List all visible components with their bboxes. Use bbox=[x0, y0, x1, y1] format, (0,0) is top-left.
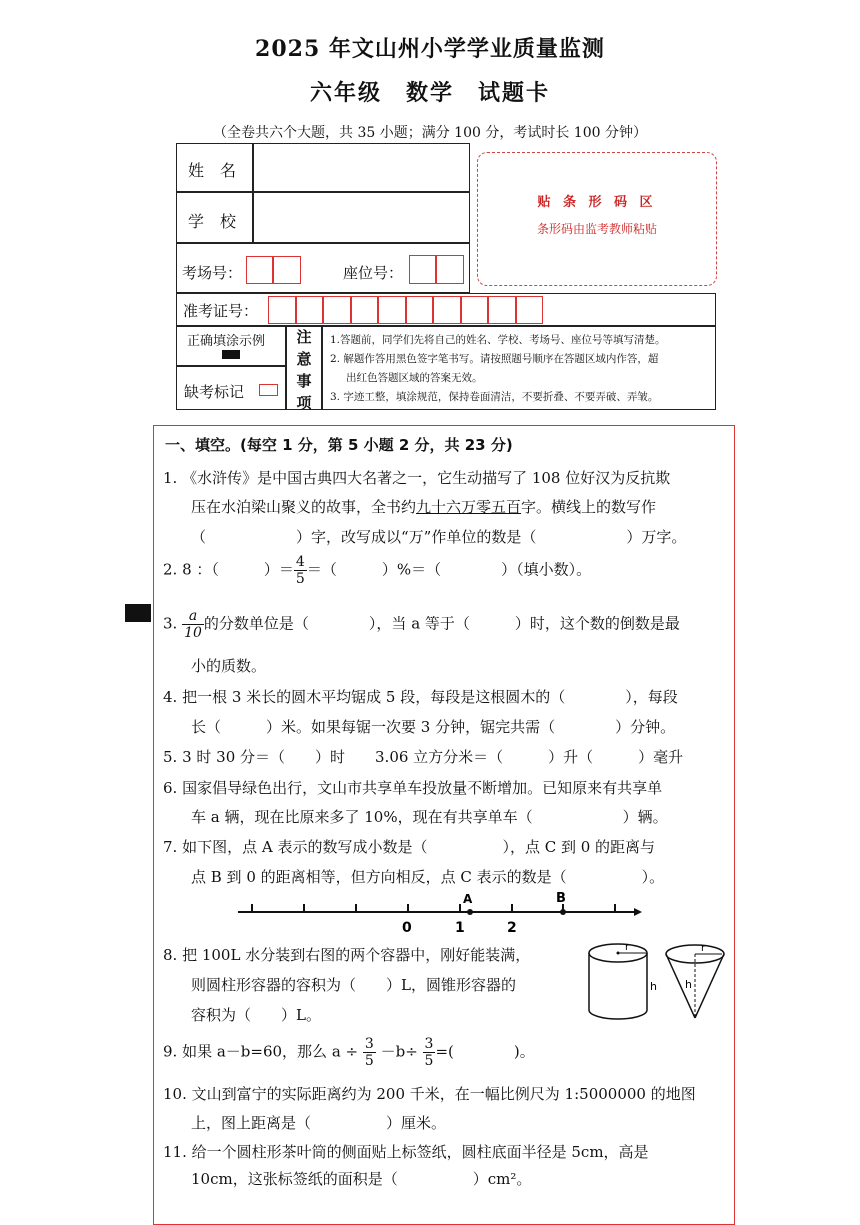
exam-id-digit-box[interactable] bbox=[323, 296, 351, 324]
barcode-area bbox=[477, 152, 717, 286]
exam-id-boxes bbox=[268, 296, 544, 324]
label-a: A bbox=[463, 892, 473, 906]
notice-title: 注 意 事 项 bbox=[296, 328, 312, 412]
question-5: 5. 3 时 30 分＝（ ）时 3.06 立方分米＝（ ）升（ ）毫升 bbox=[163, 748, 684, 766]
point-a bbox=[467, 909, 473, 915]
school-field[interactable] bbox=[253, 192, 468, 240]
barcode-title: 贴 条 形 码 区 bbox=[537, 195, 657, 210]
question-3: 3. $\frac{a}{10}$ 的分数单位是（ ），当 a 等于（ ）时，这个数的倒数是最 bbox=[163, 608, 680, 641]
exam-id-digit-box[interactable] bbox=[433, 296, 461, 324]
cone-figure bbox=[666, 943, 724, 1018]
absent-checkbox[interactable] bbox=[259, 384, 278, 396]
question-4-line-2: 长（ ）米。如果每锯一次要 3 分钟，锯完共需（ ）分钟。 bbox=[191, 718, 676, 736]
exam-id-digit-box[interactable] bbox=[378, 296, 406, 324]
question-9: 9. 如果 a－b=60，那么 a ÷ $\frac{3}{5}$ －b÷ $\frac{3}{5}$ =( )。 bbox=[163, 1036, 535, 1069]
notice-item: 出红色答题区域的答案无效。 bbox=[346, 372, 483, 384]
room-digit-box[interactable] bbox=[273, 256, 301, 284]
fill-example-label: 正确填涂示例 bbox=[187, 334, 266, 349]
question-4-line-1: 4. 把一根 3 米长的圆木平均锯成 5 段，每段是这根圆木的（ ），每段 bbox=[163, 688, 678, 706]
name-label: 姓 名 bbox=[188, 161, 237, 180]
exam-note: （全卷共六个大题，共 35 小题；满分 100 分，考试时长 100 分钟） bbox=[213, 125, 647, 141]
exam-title: 2025 年文山州小学学业质量监测 bbox=[255, 36, 605, 62]
question-8-line-1: 8. 把 100L 水分装到右图的两个容器中，刚好能装满， bbox=[163, 946, 531, 964]
alignment-mark bbox=[125, 604, 151, 622]
seat-digit-box[interactable] bbox=[436, 255, 464, 284]
svg-text:r: r bbox=[625, 942, 630, 953]
notice-item: 2. 解题作答用黑色签字笔书写。请按照题号顺序在答题区域内作答，超 bbox=[330, 353, 659, 365]
school-label: 学 校 bbox=[188, 212, 237, 231]
notice-item: 3. 字迹工整，填涂规范，保持卷面清洁，不要折叠、不要弄破、弄皱。 bbox=[330, 391, 659, 403]
question-2: 2. 8 ：（ ）＝ $\frac{4}{5}$ ＝（ ）%＝（ ）（填小数）。 bbox=[163, 554, 592, 587]
question-1-line-3: （ ）字，改写成以“万”作单位的数是（ ）万字。 bbox=[191, 528, 687, 546]
number-line bbox=[230, 888, 650, 938]
barcode-hint: 条形码由监考教师粘贴 bbox=[536, 222, 657, 236]
room-label: 考场号： bbox=[182, 264, 243, 282]
question-8-line-2: 则圆柱形容器的容积为（ ）L，圆锥形容器的 bbox=[191, 976, 516, 994]
exam-id-digit-box[interactable] bbox=[406, 296, 434, 324]
question-3-line-2: 小的质数。 bbox=[191, 657, 267, 675]
label-b: B bbox=[556, 891, 566, 906]
svg-text:h: h bbox=[650, 980, 657, 993]
exam-id-digit-box[interactable] bbox=[516, 296, 544, 324]
question-11-line-1: 11. 给一个圆柱形茶叶筒的侧面贴上标签纸，圆柱底面半径是 5cm，高是 bbox=[163, 1143, 649, 1161]
question-7-line-1: 7. 如下图，点 A 表示的数写成小数是（ ），点 C 到 0 的距离与 bbox=[163, 838, 656, 856]
cylinder-figure bbox=[589, 942, 657, 1019]
fraction: $\frac{3}{5}$ bbox=[364, 1036, 374, 1069]
label-2: 2 bbox=[507, 920, 517, 936]
seat-digit-box[interactable] bbox=[409, 255, 436, 284]
label-1: 1 bbox=[455, 920, 465, 936]
question-6-line-1: 6. 国家倡导绿色出行，文山市共享单车投放量不断增加。已知原来有共享单 bbox=[163, 779, 663, 797]
exam-id-digit-box[interactable] bbox=[461, 296, 489, 324]
absent-label: 缺考标记 bbox=[184, 383, 245, 401]
question-8-line-3: 容积为（ ）L。 bbox=[191, 1006, 321, 1024]
question-1-line-1: 1. 《水浒传》是中国古典四大名著之一，它生动描写了 108 位好汉为反抗欺 bbox=[163, 469, 671, 487]
question-11-line-2: 10cm，这张标签纸的面积是（ ）cm²。 bbox=[191, 1170, 532, 1188]
exam-id-digit-box[interactable] bbox=[268, 296, 296, 324]
question-10-line-1: 10. 文山到富宁的实际距离约为 200 千米，在一幅比例尺为 1:5000000 的地图 bbox=[163, 1085, 696, 1103]
question-6-line-2: 车 a 辆，现在比原来多了 10%，现在有共享单车（ ）辆。 bbox=[191, 808, 668, 826]
fraction: $\frac{3}{5}$ bbox=[424, 1036, 434, 1069]
number-line-arrow bbox=[634, 908, 642, 916]
room-digit-box[interactable] bbox=[246, 256, 273, 284]
exam-id-digit-box[interactable] bbox=[488, 296, 516, 324]
notice-list bbox=[330, 331, 712, 407]
point-b bbox=[560, 909, 566, 915]
underlined-number: 九十六万零五百 bbox=[416, 498, 522, 516]
question-7-line-2: 点 B 到 0 的距离相等，但方向相反，点 C 表示的数是（ ）。 bbox=[191, 868, 665, 886]
exam-id-digit-box[interactable] bbox=[351, 296, 379, 324]
svg-text:h: h bbox=[685, 978, 692, 991]
notice-item: 1.答题前，同学们先将自己的姓名、学校、考场号、座位号等填写清楚。 bbox=[330, 334, 666, 346]
fraction: $\frac{a}{10}$ bbox=[184, 608, 202, 641]
label-0: 0 bbox=[402, 920, 412, 936]
exam-id-label: 准考证号： bbox=[183, 302, 259, 320]
question-1-line-2: 压在水泊梁山聚义的故事，全书约九十六万零五百字。横线上的数写作 bbox=[191, 498, 657, 516]
svg-text:r: r bbox=[701, 943, 706, 954]
exam-subtitle: 六年级 数学 试题卡 bbox=[309, 80, 550, 106]
exam-id-digit-box[interactable] bbox=[296, 296, 324, 324]
question-10-line-2: 上，图上距离是（ ）厘米。 bbox=[191, 1114, 447, 1132]
container-figures bbox=[584, 938, 734, 1028]
name-field[interactable] bbox=[253, 145, 468, 189]
fill-example-mark bbox=[222, 350, 240, 359]
seat-label: 座位号： bbox=[343, 264, 404, 282]
fraction: $\frac{4}{5}$ bbox=[295, 554, 305, 587]
section-title: 一、填空。(每空 1 分，第 5 小题 2 分，共 23 分) bbox=[165, 436, 513, 454]
